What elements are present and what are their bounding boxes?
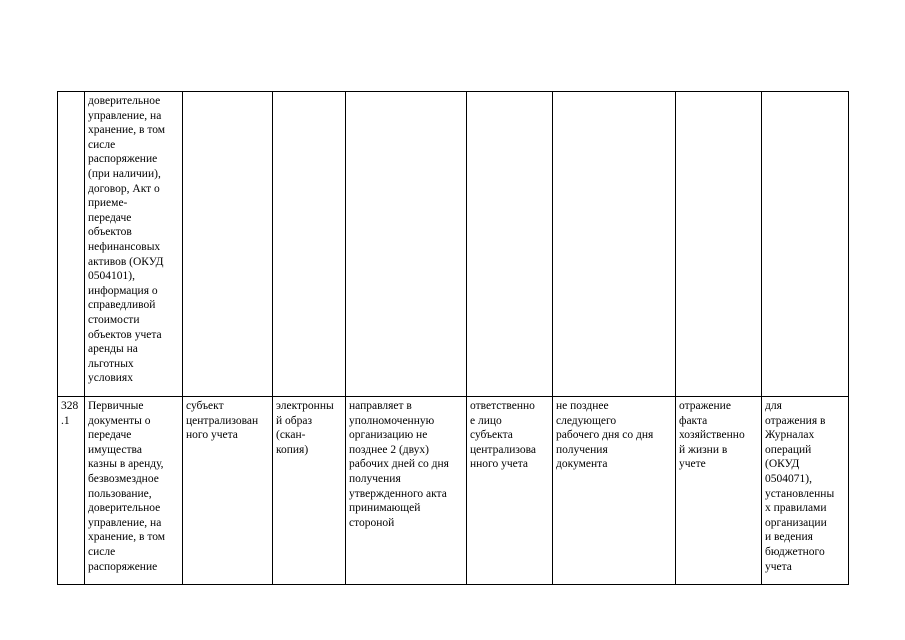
processing-term-cell: не позднее следующего рабочего дня со дня получения документа [553,397,676,585]
submission-term-cell: направляет в уполномоченную организацию не позднее 2 (двух) рабочих дней со дня получения утвержденного акта принимающей стороной [346,397,467,585]
purpose-cell [762,92,849,397]
recipient-cell: ответственно е лицо субъекта централизова нного учета [467,397,553,585]
table-row [58,397,849,585]
submission-term-cell [346,92,467,397]
row-number-cell [58,92,85,397]
document-format-cell [273,92,346,397]
document-name-cell: доверительное управление, на хранение, в том сисле распоряжение (при наличии), договор, Акт о приеме- передаче объектов нефинансовых активов (ОКУД 0504101), информация о справедливой стоимости объектов учета аренды на льготных условиях [85,92,183,397]
responsible-subject-cell [183,92,273,397]
processing-term-cell [553,92,676,397]
row-number-cell: 328 .1 [58,397,85,585]
document-format-cell: электронны й образ (скан- копия) [273,397,346,585]
action-cell [676,92,762,397]
purpose-cell: для отражения в Журналах операций (ОКУД 0504071), установленны х правилами организации и ведения бюджетного учета [762,397,849,585]
recipient-cell [467,92,553,397]
document-table [57,91,849,585]
table-row [58,92,849,397]
responsible-subject-cell: субъект централизован ного учета [183,397,273,585]
document-name-cell: Первичные документы о передаче имущества казны в аренду, безвозмездное пользование, доверительное управление, на хранение, в том сисле распоряжение [85,397,183,585]
action-cell: отражение факта хозяйственно й жизни в учете [676,397,762,585]
